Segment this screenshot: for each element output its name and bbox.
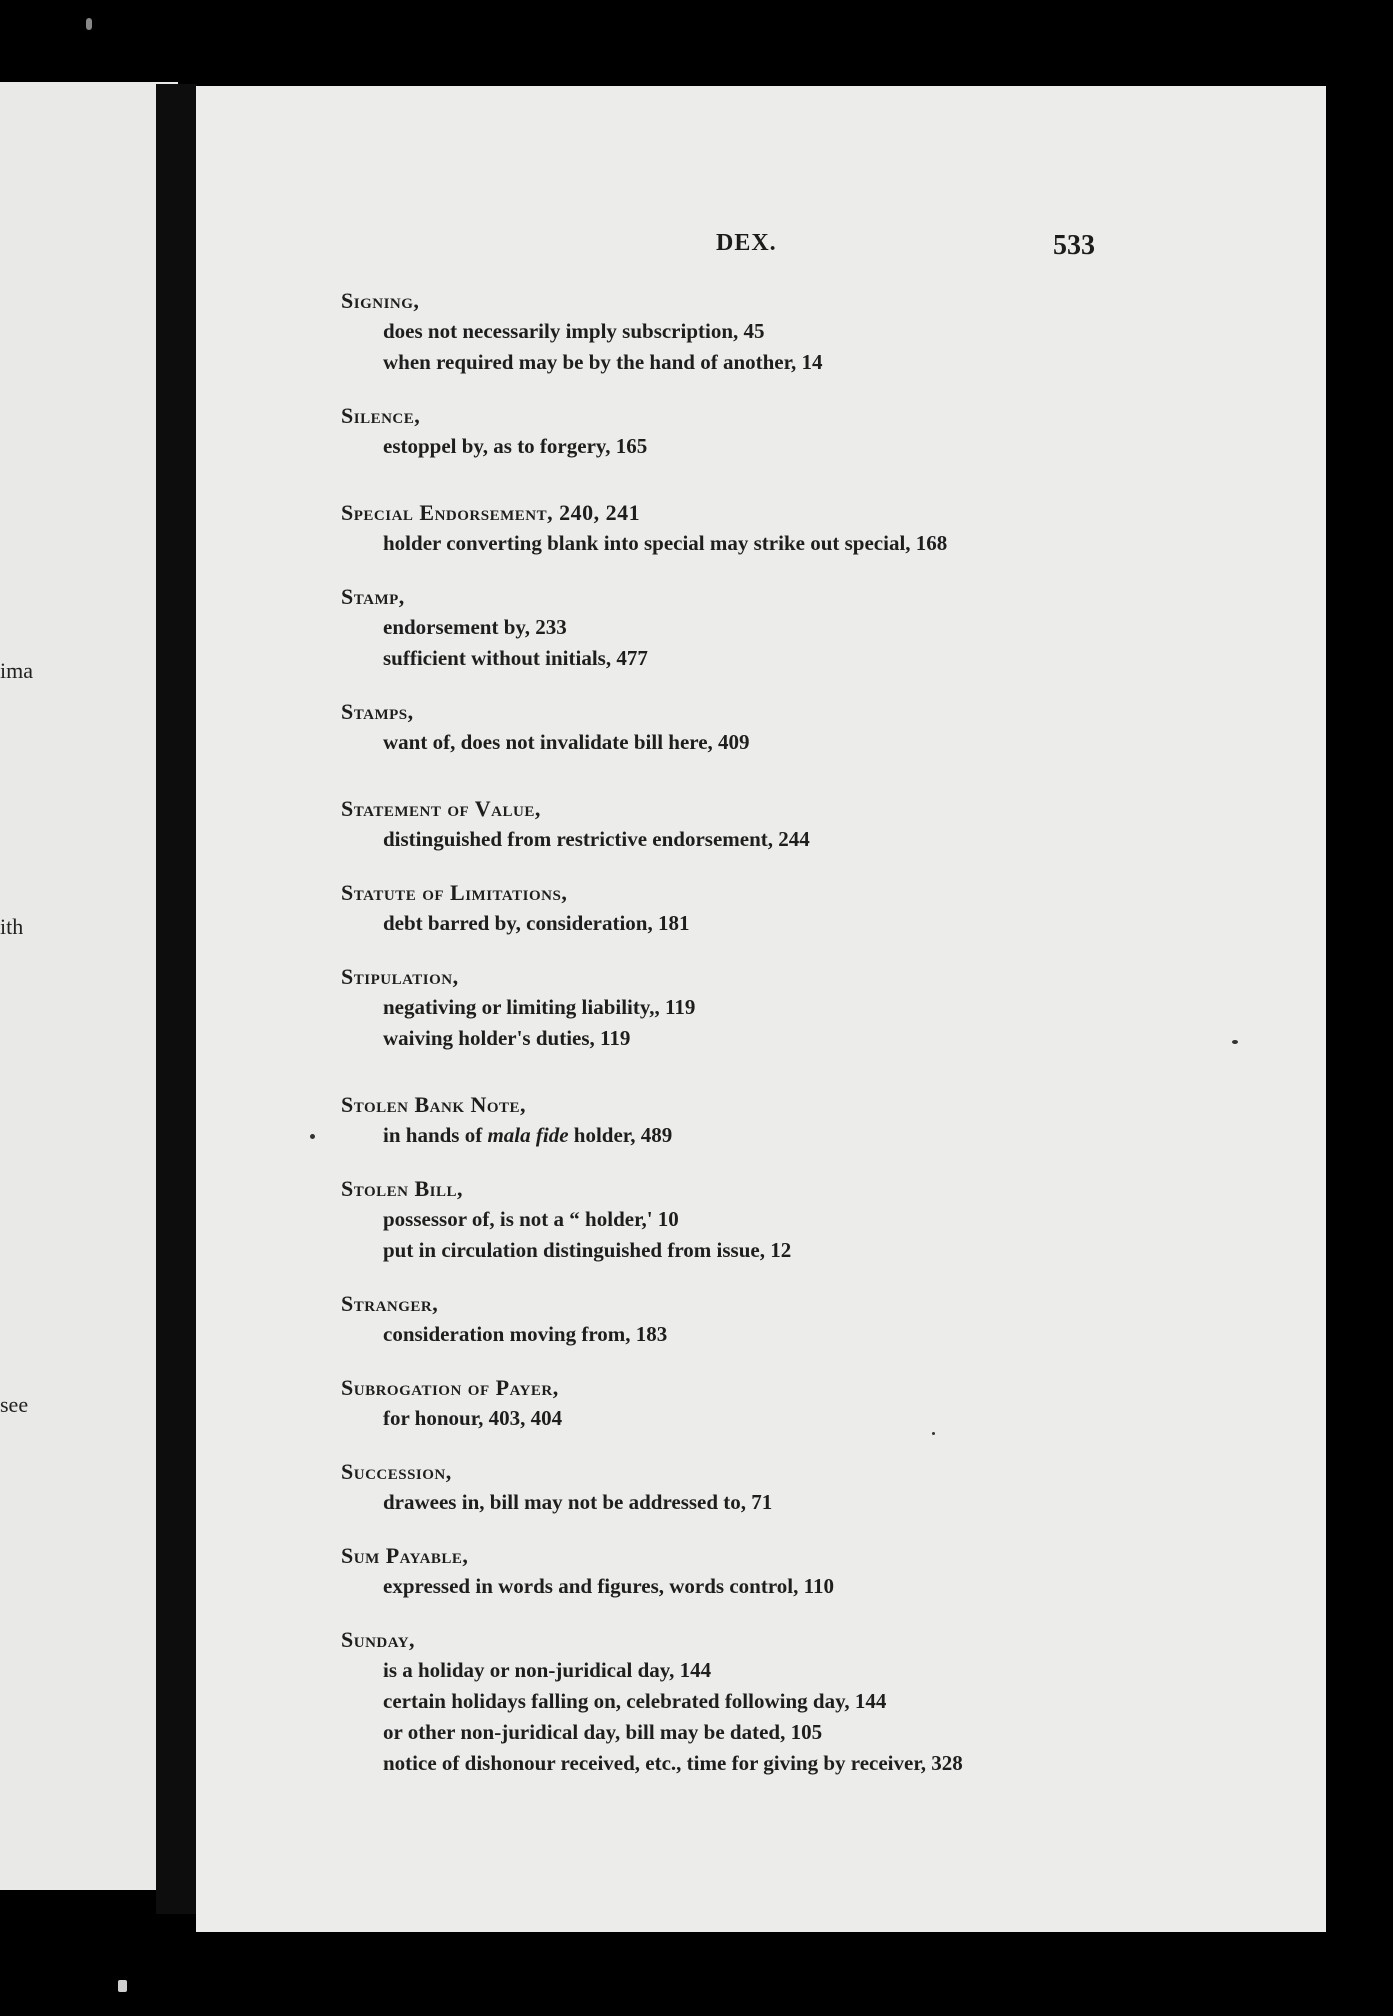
index-entry [341, 697, 1161, 758]
index-entry [341, 1625, 1161, 1779]
index-entry [341, 794, 1161, 855]
index-term: Statement of Value, [341, 796, 541, 821]
index-subentry: sufficient without initials, 477 [383, 646, 648, 670]
page-number: 533 [1053, 230, 1095, 261]
index-entry [341, 1174, 1161, 1266]
index-entry [341, 286, 1161, 378]
index-subentry: notice of dishonour received, etc., time for giving by receiver, 328 [383, 1751, 963, 1775]
index-subentry [341, 1120, 1161, 1151]
scan-speck [1232, 1040, 1238, 1044]
index-subentry: drawees in, bill may not be addressed to, 71 [383, 1490, 773, 1514]
index-term: Stamps, [341, 699, 414, 724]
index-subentry: put in circulation distinguished from issue, 12 [383, 1238, 792, 1262]
index-list [341, 286, 1161, 1802]
index-term: Stipulation, [341, 964, 459, 989]
index-term: Signing, [341, 288, 420, 313]
index-subentry: does not necessarily imply subscription, 45 [383, 319, 765, 343]
index-term: Silence, [341, 403, 421, 428]
index-term: Special Endorsement, 240, 241 [341, 500, 641, 525]
index-term: Stolen Bill, [341, 1176, 463, 1201]
index-term: Succession, [341, 1459, 452, 1484]
index-term: Stamp, [341, 584, 405, 609]
running-head: DEX. [716, 230, 777, 256]
index-subentry: consideration moving from, 183 [383, 1322, 668, 1346]
book-spine [156, 84, 197, 1914]
index-subentry: debt barred by, consideration, 181 [383, 911, 690, 935]
index-entry [341, 498, 1161, 559]
scan-speck [118, 1980, 127, 1992]
index-entry [341, 1457, 1161, 1518]
index-subentry: for honour, 403, 404 [383, 1406, 563, 1430]
left-page-fragment: ith [0, 914, 24, 939]
index-subentry: possessor of, is not a “ holder,' 10 [383, 1207, 679, 1231]
left-page-fragment: ima [0, 658, 33, 683]
index-entry [341, 962, 1161, 1054]
page-header [196, 230, 1326, 270]
scan-speck [310, 1134, 315, 1139]
index-page [196, 86, 1326, 1932]
index-term: Sum Payable, [341, 1543, 469, 1568]
left-page-fragment: see [0, 1392, 29, 1417]
index-subentry: negativing or limiting liability,, 119 [383, 995, 696, 1019]
index-subentry: endorsement by, 233 [383, 615, 567, 639]
scan-speck [932, 1432, 935, 1435]
index-entry [341, 401, 1161, 462]
index-subentry: waiving holder's duties, 119 [383, 1026, 631, 1050]
index-term: Stranger, [341, 1291, 439, 1316]
index-entry [341, 878, 1161, 939]
index-subentry: certain holidays falling on, celebrated following day, 144 [383, 1689, 887, 1713]
index-term: Sunday, [341, 1627, 416, 1652]
subentry-text: in hands of [383, 1123, 488, 1147]
index-term: Subrogation of Payer, [341, 1375, 559, 1400]
index-subentry: when required may be by the hand of another, 14 [383, 350, 823, 374]
index-subentry: distinguished from restrictive endorsement, 244 [383, 827, 810, 851]
index-term: Statute of Limitations, [341, 880, 568, 905]
index-entry [341, 1289, 1161, 1350]
index-entry [341, 1373, 1161, 1434]
subentry-italic-phrase: mala fide [487, 1123, 569, 1147]
left-page [0, 82, 178, 1890]
index-subentry: or other non-juridical day, bill may be dated, 105 [383, 1720, 823, 1744]
index-subentry: holder converting blank into special may strike out special, 168 [383, 531, 948, 555]
index-subentry: is a holiday or non-juridical day, 144 [383, 1658, 712, 1682]
index-entry [341, 1541, 1161, 1602]
index-subentry: estoppel by, as to forgery, 165 [383, 434, 648, 458]
index-entry [341, 1090, 1161, 1151]
index-subentry: expressed in words and figures, words control, 110 [383, 1574, 834, 1598]
scan-speck [86, 18, 92, 30]
index-entry [341, 582, 1161, 674]
index-subentry: want of, does not invalidate bill here, 409 [383, 730, 750, 754]
index-term: Stolen Bank Note, [341, 1092, 527, 1117]
subentry-text: holder, 489 [568, 1123, 673, 1147]
